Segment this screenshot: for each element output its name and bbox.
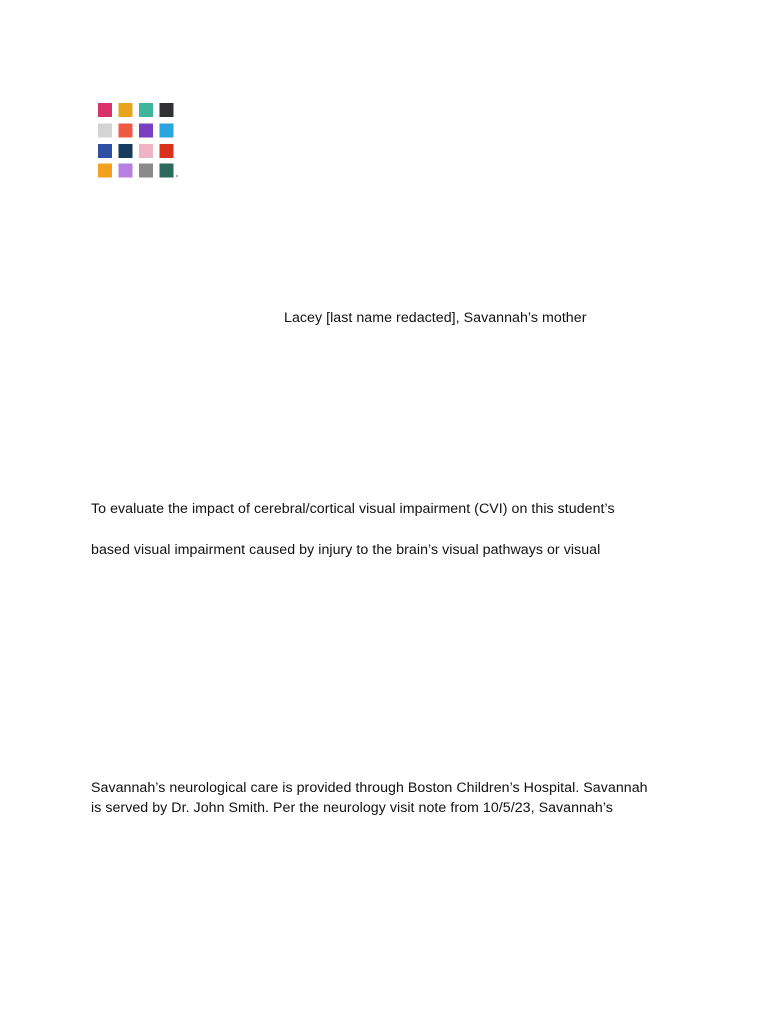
logo-tile [98,103,112,117]
logo [98,103,180,179]
logo-tile [119,164,133,178]
neurological-care-line-2: is served by Dr. John Smith. Per the neurology visit note from 10/5/23, Savannah’s [91,800,613,816]
parent-name-line: Lacey [last name redacted], Savannah’s mother [284,310,587,326]
purpose-text-line-2: based visual impairment caused by injury to the brain’s visual pathways or visual [91,542,601,558]
logo-tile [119,103,133,117]
neurological-care-line-1: Savannah’s neurological care is provided through Boston Children’s Hospital. Savannah [91,780,648,796]
logo-tile [139,144,153,158]
logo-mark-dot [176,175,178,177]
logo-tile [119,144,133,158]
logo-tile [160,103,174,117]
logo-tile [98,164,112,178]
logo-tile-grid [98,103,180,179]
logo-tile [139,124,153,138]
logo-tile [160,164,174,178]
logo-tile [139,103,153,117]
logo-tile [119,124,133,138]
logo-tile [160,124,174,138]
logo-tile [160,144,174,158]
logo-tile [98,124,112,138]
logo-tile [98,144,112,158]
logo-tile [139,164,153,178]
purpose-text-line-1: To evaluate the impact of cerebral/cortical visual impairment (CVI) on this student’s [91,501,615,517]
